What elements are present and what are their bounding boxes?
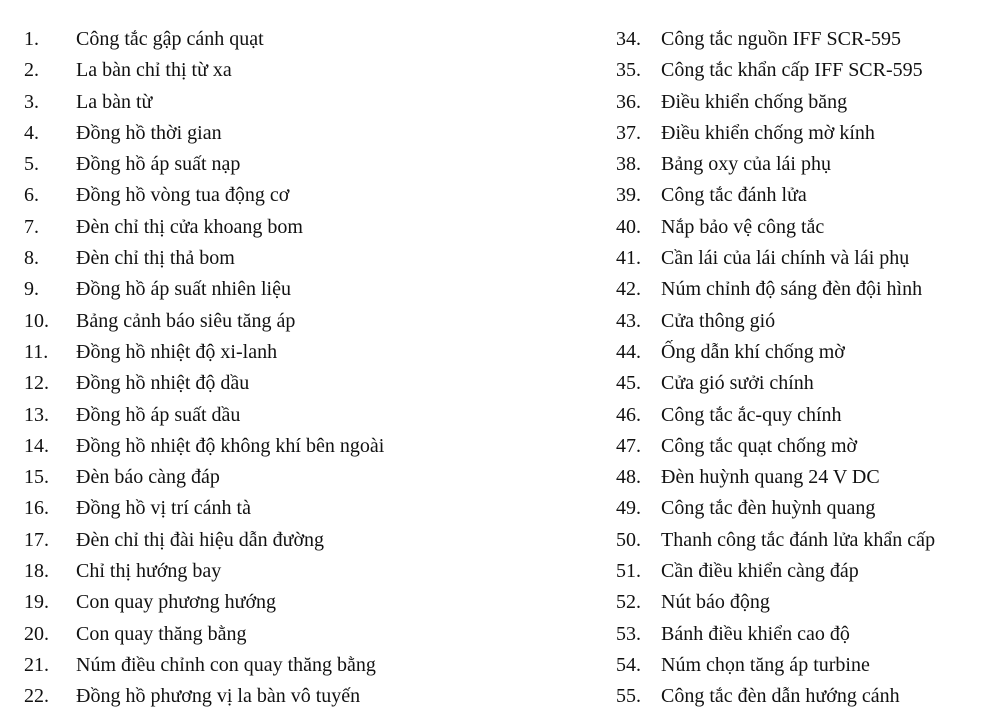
item-number: 17. bbox=[24, 528, 49, 551]
item-number: 55. bbox=[616, 685, 641, 708]
item-label: Núm điều chỉnh con quay thăng bằng bbox=[76, 653, 376, 676]
list-item bbox=[616, 212, 935, 243]
list-item bbox=[24, 400, 384, 431]
item-number: 44. bbox=[616, 340, 641, 363]
item-label: Bảng oxy của lái phụ bbox=[661, 153, 831, 176]
list-item bbox=[616, 400, 935, 431]
item-label: Nút báo động bbox=[661, 591, 770, 614]
item-label: Đồng hồ vòng tua động cơ bbox=[76, 184, 290, 207]
item-number: 7. bbox=[24, 215, 39, 238]
item-number: 4. bbox=[24, 121, 39, 144]
item-label: Điều khiển chống băng bbox=[661, 90, 848, 113]
list-item bbox=[616, 431, 935, 462]
item-number: 51. bbox=[616, 560, 641, 583]
item-label: Đèn báo càng đáp bbox=[76, 466, 220, 489]
list-item bbox=[24, 556, 384, 587]
list-item bbox=[616, 337, 935, 368]
item-label: Bánh điều khiển cao độ bbox=[661, 622, 850, 645]
item-label: Đồng hồ vị trí cánh tà bbox=[76, 497, 251, 520]
item-label: Công tắc đèn dẫn hướng cánh bbox=[661, 685, 900, 708]
item-number: 41. bbox=[616, 247, 641, 270]
item-label: Công tắc khẩn cấp IFF SCR-595 bbox=[661, 59, 923, 82]
item-number: 22. bbox=[24, 685, 49, 708]
list-item bbox=[24, 368, 384, 399]
item-number: 53. bbox=[616, 622, 641, 645]
list-item bbox=[24, 462, 384, 493]
item-label: Nắp bảo vệ công tắc bbox=[661, 215, 825, 238]
item-label: Công tắc nguồn IFF SCR-595 bbox=[661, 28, 902, 50]
list-item bbox=[616, 587, 935, 618]
item-label: La bàn chỉ thị từ xa bbox=[76, 59, 232, 82]
list-item bbox=[616, 149, 935, 180]
item-number: 46. bbox=[616, 403, 641, 426]
item-number: 10. bbox=[24, 309, 49, 332]
list-item bbox=[616, 619, 935, 650]
item-number: 47. bbox=[616, 434, 641, 457]
item-number: 43. bbox=[616, 309, 641, 332]
item-label: Đồng hồ phương vị la bàn vô tuyến bbox=[76, 685, 361, 708]
item-number: 37. bbox=[616, 121, 641, 144]
list-item bbox=[24, 243, 384, 274]
item-label: Cần điều khiển càng đáp bbox=[661, 560, 859, 583]
list-item bbox=[616, 368, 935, 399]
item-number: 35. bbox=[616, 59, 641, 82]
list-item bbox=[24, 306, 384, 337]
list-item bbox=[24, 681, 384, 712]
item-number: 50. bbox=[616, 528, 641, 551]
item-label: Công tắc đèn huỳnh quang bbox=[661, 497, 876, 520]
list-item bbox=[616, 274, 935, 305]
item-label: Núm chỉnh độ sáng đèn đội hình bbox=[661, 278, 923, 301]
item-label: Công tắc đánh lửa bbox=[661, 184, 807, 207]
item-label: Ống dẫn khí chống mờ bbox=[661, 340, 845, 363]
item-number: 19. bbox=[24, 591, 49, 614]
item-label: La bàn từ bbox=[76, 90, 153, 113]
item-label: Đèn huỳnh quang 24 V DC bbox=[661, 466, 880, 489]
list-item bbox=[616, 180, 935, 211]
item-number: 54. bbox=[616, 653, 641, 676]
list-item bbox=[24, 87, 384, 118]
list-item bbox=[616, 493, 935, 524]
item-label: Bảng cảnh báo siêu tăng áp bbox=[76, 309, 296, 332]
item-number: 48. bbox=[616, 466, 641, 489]
list-item bbox=[616, 462, 935, 493]
list-item bbox=[24, 212, 384, 243]
item-label: Đèn chỉ thị thả bom bbox=[76, 247, 235, 270]
list-item bbox=[24, 55, 384, 86]
item-number: 36. bbox=[616, 90, 641, 113]
list-item bbox=[24, 24, 384, 55]
item-number: 34. bbox=[616, 28, 641, 50]
list-item bbox=[24, 274, 384, 305]
list-item bbox=[24, 431, 384, 462]
list-item bbox=[24, 337, 384, 368]
item-label: Núm chọn tăng áp turbine bbox=[661, 653, 870, 676]
list-item bbox=[24, 525, 384, 556]
item-number: 6. bbox=[24, 184, 39, 207]
item-number: 52. bbox=[616, 591, 641, 614]
item-number: 39. bbox=[616, 184, 641, 207]
item-number: 12. bbox=[24, 372, 49, 395]
list-item bbox=[24, 118, 384, 149]
item-label: Đèn chỉ thị đài hiệu dẫn đường bbox=[76, 528, 325, 551]
item-label: Đồng hồ áp suất dầu bbox=[76, 403, 241, 426]
list-item bbox=[24, 619, 384, 650]
item-label: Con quay phương hướng bbox=[76, 591, 277, 614]
list-item bbox=[24, 493, 384, 524]
item-number: 1. bbox=[24, 28, 39, 50]
item-label: Đồng hồ nhiệt độ không khí bên ngoài bbox=[76, 434, 385, 457]
item-number: 3. bbox=[24, 90, 39, 113]
item-number: 20. bbox=[24, 622, 49, 645]
item-number: 18. bbox=[24, 560, 49, 583]
item-label: Điều khiển chống mờ kính bbox=[661, 121, 875, 144]
item-number: 13. bbox=[24, 403, 49, 426]
item-label: Công tắc gập cánh quạt bbox=[76, 28, 264, 50]
item-number: 5. bbox=[24, 153, 39, 176]
item-label: Đồng hồ nhiệt độ dầu bbox=[76, 372, 250, 395]
list-item bbox=[24, 180, 384, 211]
list-item bbox=[616, 681, 935, 712]
list-item bbox=[616, 24, 935, 55]
item-label: Đồng hồ thời gian bbox=[76, 121, 222, 144]
item-label: Con quay thăng bằng bbox=[76, 622, 247, 645]
list-item bbox=[616, 525, 935, 556]
list-item bbox=[616, 118, 935, 149]
item-number: 9. bbox=[24, 278, 39, 301]
item-number: 38. bbox=[616, 153, 641, 176]
list-item bbox=[616, 243, 935, 274]
item-number: 2. bbox=[24, 59, 39, 82]
list-item bbox=[24, 587, 384, 618]
list-item bbox=[616, 650, 935, 681]
list-item bbox=[616, 87, 935, 118]
left-numbered-list bbox=[24, 24, 384, 713]
item-label: Đồng hồ áp suất nạp bbox=[76, 153, 241, 176]
item-label: Đồng hồ nhiệt độ xi-lanh bbox=[76, 340, 278, 363]
item-label: Công tắc ắc-quy chính bbox=[661, 403, 842, 426]
list-item bbox=[616, 55, 935, 86]
item-label: Chỉ thị hướng bay bbox=[76, 560, 222, 583]
item-number: 16. bbox=[24, 497, 49, 520]
item-number: 15. bbox=[24, 466, 49, 489]
item-label: Cửa thông gió bbox=[661, 309, 776, 332]
list-item bbox=[24, 650, 384, 681]
item-label: Thanh công tắc đánh lửa khẩn cấp bbox=[661, 528, 936, 551]
item-number: 45. bbox=[616, 372, 641, 395]
list-item bbox=[616, 556, 935, 587]
item-label: Đèn chỉ thị cửa khoang bom bbox=[76, 215, 303, 238]
item-label: Công tắc quạt chống mờ bbox=[661, 434, 858, 457]
item-number: 8. bbox=[24, 247, 39, 270]
item-number: 11. bbox=[24, 340, 49, 363]
item-number: 40. bbox=[616, 215, 641, 238]
item-number: 49. bbox=[616, 497, 641, 520]
item-label: Cần lái của lái chính và lái phụ bbox=[661, 247, 910, 270]
item-label: Đồng hồ áp suất nhiên liệu bbox=[76, 278, 291, 301]
item-number: 42. bbox=[616, 278, 641, 301]
list-item bbox=[24, 149, 384, 180]
item-number: 21. bbox=[24, 653, 49, 676]
right-numbered-list bbox=[616, 24, 935, 713]
item-number: 14. bbox=[24, 434, 49, 457]
item-label: Cửa gió sưởi chính bbox=[661, 372, 814, 395]
list-item bbox=[616, 306, 935, 337]
